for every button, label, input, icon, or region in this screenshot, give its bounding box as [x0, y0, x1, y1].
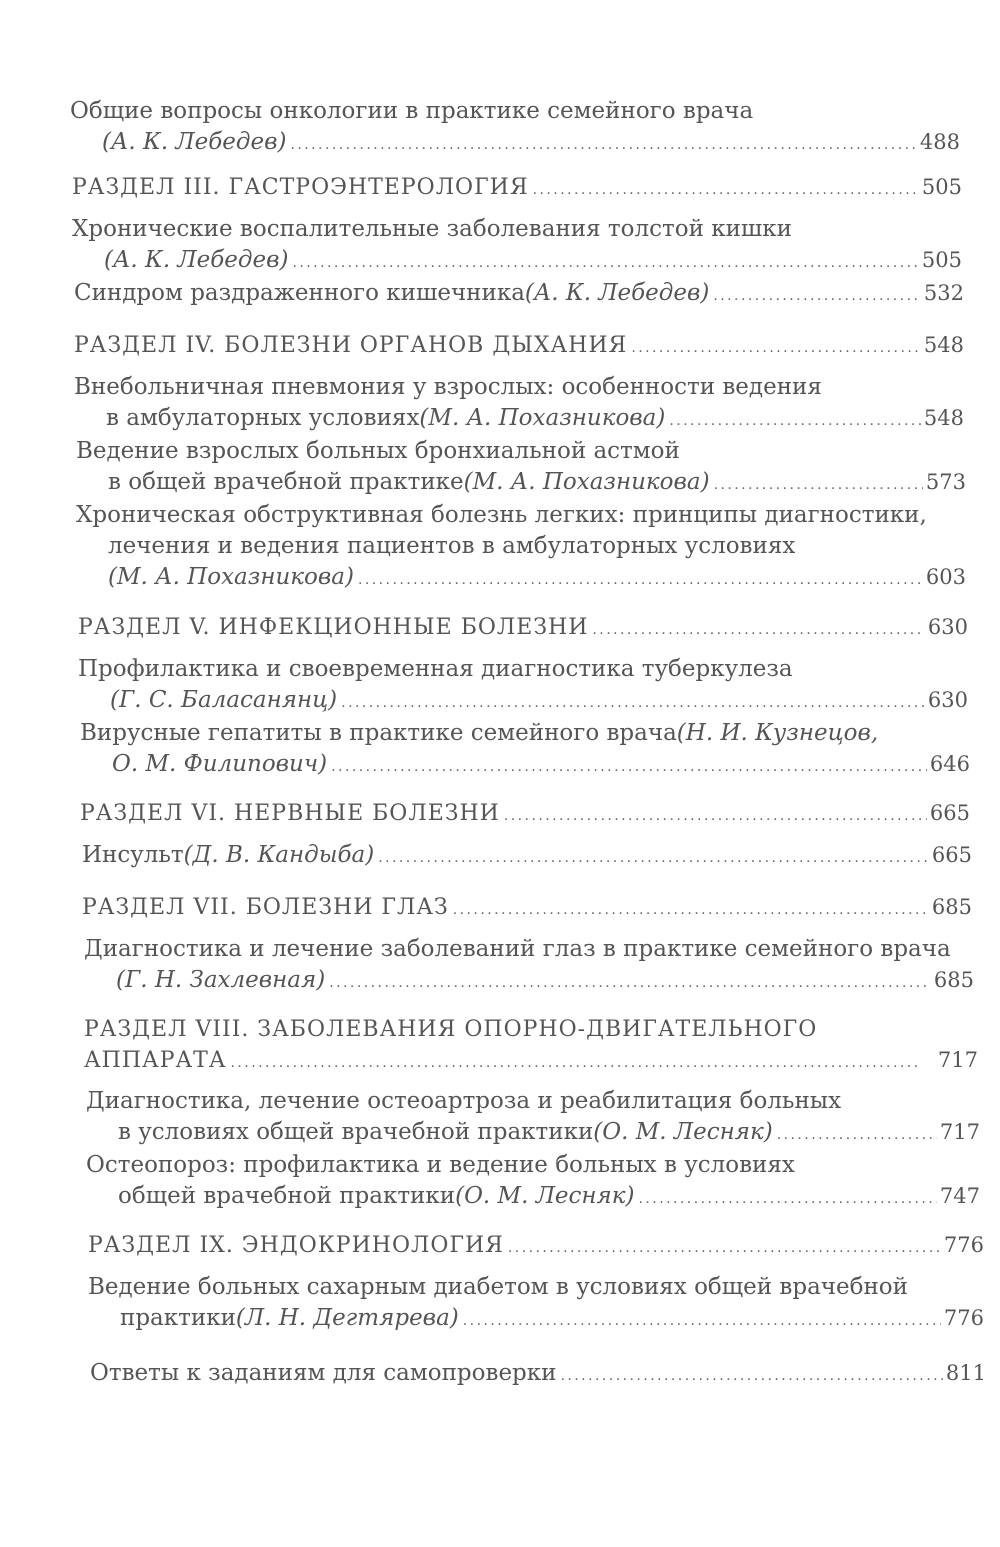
- dot-leader: [639, 1181, 937, 1215]
- toc-entry-oncology[interactable]: [70, 96, 960, 158]
- page-number: 685: [931, 895, 972, 919]
- entry-title: Общие вопросы онкологии в практике семейного врача: [70, 98, 754, 124]
- page-number: 630: [927, 615, 968, 639]
- dot-leader: [358, 562, 923, 596]
- page-number: 573: [925, 470, 966, 494]
- entry-title: Синдром раздраженного кишечника: [74, 280, 525, 306]
- page-number: 747: [939, 1184, 980, 1208]
- entry-author: (О. М. Лесняк): [455, 1183, 635, 1209]
- page-number: 717: [937, 1048, 978, 1072]
- page-number: 776: [943, 1233, 984, 1257]
- toc-entry-asthma[interactable]: [76, 436, 966, 498]
- page-number: 505: [921, 248, 962, 272]
- dot-leader: [329, 965, 931, 999]
- entry-title: Профилактика и своевременная диагностика туберкулеза: [78, 656, 793, 682]
- dot-leader: [560, 1358, 942, 1392]
- entry-title: Ведение взрослых больных бронхиальной астмой: [76, 438, 680, 464]
- entry-title-cont: общей врачебной практики: [118, 1183, 456, 1209]
- dot-leader: [533, 172, 919, 206]
- entry-author: (Г. С. Баласанянц): [110, 687, 338, 713]
- entry-title: Внебольничная пневмония у взрослых: особенности ведения: [74, 374, 822, 400]
- entry-author-cont: О. М. Филипович): [112, 751, 328, 777]
- entry-title-cont: лечения и ведения пациентов в амбулаторных условиях: [108, 533, 796, 559]
- entry-title: Диагностика, лечение остеоартроза и реабилитация больных: [86, 1088, 842, 1114]
- entry-title: Диагностика и лечение заболеваний глаз в практике семейного врача: [84, 936, 951, 962]
- page-number: 665: [931, 843, 972, 867]
- toc-entry-eyes[interactable]: [84, 934, 974, 996]
- toc-section-9[interactable]: [88, 1230, 984, 1261]
- toc-entry-ibs[interactable]: [74, 278, 964, 309]
- toc-entry-osteoarthritis[interactable]: [86, 1086, 980, 1148]
- toc-entry-answers[interactable]: [90, 1358, 986, 1389]
- entry-author: (Н. И. Кузнецов,: [676, 720, 879, 746]
- dot-leader: [290, 127, 916, 161]
- toc-section-7[interactable]: [82, 892, 972, 923]
- dot-leader: [592, 612, 925, 646]
- entry-author: (А. К. Лебедев): [102, 129, 287, 155]
- dot-leader: [631, 330, 921, 364]
- entry-title: Ответы к заданиям для самопроверки: [90, 1360, 557, 1386]
- toc-entry-hepatitis[interactable]: [80, 718, 970, 780]
- entry-author: (М. А. Похазникова): [463, 469, 710, 495]
- section-title: РАЗДЕЛ VII. БОЛЕЗНИ ГЛАЗ: [82, 895, 449, 920]
- entry-title-cont: в общей врачебной практике: [108, 469, 464, 495]
- page-number: 685: [933, 968, 974, 992]
- entry-author: (О. М. Лесняк): [593, 1119, 773, 1145]
- dot-leader: [463, 1303, 941, 1337]
- dot-leader: [331, 749, 927, 783]
- entry-author: (Д. В. Кандыба): [183, 842, 375, 868]
- entry-title: Остеопороз: профилактика и ведение больных в условиях: [86, 1152, 795, 1178]
- section-title: РАЗДЕЛ IV. БОЛЕЗНИ ОРГАНОВ ДЫХАНИЯ: [74, 333, 628, 358]
- dot-leader: [777, 1117, 937, 1151]
- toc-entry-colitis[interactable]: [72, 214, 962, 276]
- dot-leader: [714, 467, 923, 501]
- toc-entry-copd[interactable]: [76, 500, 966, 593]
- page-number: 811: [945, 1361, 986, 1385]
- dot-leader: [508, 1230, 941, 1264]
- page-number: 646: [929, 752, 970, 776]
- entry-title: Хроническая обструктивная болезнь легких: принципы диагностики,: [76, 502, 927, 528]
- page-number: 488: [919, 130, 960, 154]
- section-title: РАЗДЕЛ VIII. ЗАБОЛЕВАНИЯ ОПОРНО-ДВИГАТЕЛЬНОГО: [84, 1017, 818, 1042]
- toc-entry-stroke[interactable]: [82, 840, 972, 871]
- entry-title-cont: в условиях общей врачебной практики: [118, 1119, 594, 1145]
- entry-author-line: [70, 127, 960, 158]
- toc-section-5[interactable]: [78, 612, 968, 643]
- page-number: 776: [943, 1306, 984, 1330]
- entry-author: (А. К. Лебедев): [104, 247, 289, 273]
- toc-section-6[interactable]: [80, 798, 970, 829]
- page-number: 548: [923, 333, 964, 357]
- dot-leader: [453, 892, 929, 926]
- page-number: 603: [925, 565, 966, 589]
- dot-leader: [292, 245, 918, 279]
- entry-author: (Л. Н. Дегтярева): [235, 1305, 459, 1331]
- section-title: РАЗДЕЛ IX. ЭНДОКРИНОЛОГИЯ: [88, 1233, 504, 1258]
- entry-title-cont: практики: [120, 1305, 236, 1331]
- page-number: 717: [939, 1120, 980, 1144]
- toc-entry-diabetes[interactable]: [88, 1272, 984, 1334]
- entry-title: Хронические воспалительные заболевания толстой кишки: [72, 216, 792, 242]
- entry-author: (Г. Н. Захлевная): [116, 967, 326, 993]
- toc-section-8[interactable]: [84, 1014, 978, 1076]
- page-number: 532: [923, 281, 964, 305]
- toc-entry-tuberculosis[interactable]: [78, 654, 968, 716]
- section-title: РАЗДЕЛ VI. НЕРВНЫЕ БОЛЕЗНИ: [80, 801, 500, 826]
- entry-author: (А. К. Лебедев): [524, 280, 710, 306]
- dot-leader: [231, 1045, 935, 1079]
- entry-title: Вирусные гепатиты в практике семейного врача: [80, 720, 677, 746]
- page-number: 665: [929, 801, 970, 825]
- entry-title: Инсульт: [82, 842, 184, 868]
- dot-leader: [378, 840, 929, 874]
- toc-entry-osteoporosis[interactable]: [86, 1150, 980, 1212]
- entry-title: Ведение больных сахарным диабетом в условиях общей врачебной: [88, 1274, 908, 1300]
- section-title: РАЗДЕЛ V. ИНФЕКЦИОННЫЕ БОЛЕЗНИ: [78, 615, 589, 640]
- entry-author: (М. А. Похазникова): [419, 405, 666, 431]
- page-number: 630: [927, 688, 968, 712]
- section-title-cont: АППАРАТА: [84, 1048, 227, 1073]
- toc-entry-pneumonia[interactable]: [74, 372, 964, 434]
- toc-section-4[interactable]: [74, 330, 964, 361]
- dot-leader: [341, 685, 925, 719]
- entry-author: (М. А. Похазникова): [108, 564, 354, 590]
- dot-leader: [669, 403, 921, 437]
- section-title: РАЗДЕЛ III. ГАСТРОЭНТЕРОЛОГИЯ: [72, 175, 529, 200]
- dot-leader: [504, 798, 927, 832]
- dot-leader: [713, 278, 921, 312]
- page-number: 505: [921, 175, 962, 199]
- entry-title-line: [70, 96, 960, 127]
- entry-title-cont: в амбулаторных условиях: [106, 405, 420, 431]
- page-number: 548: [923, 406, 964, 430]
- toc-section-3[interactable]: [72, 172, 962, 203]
